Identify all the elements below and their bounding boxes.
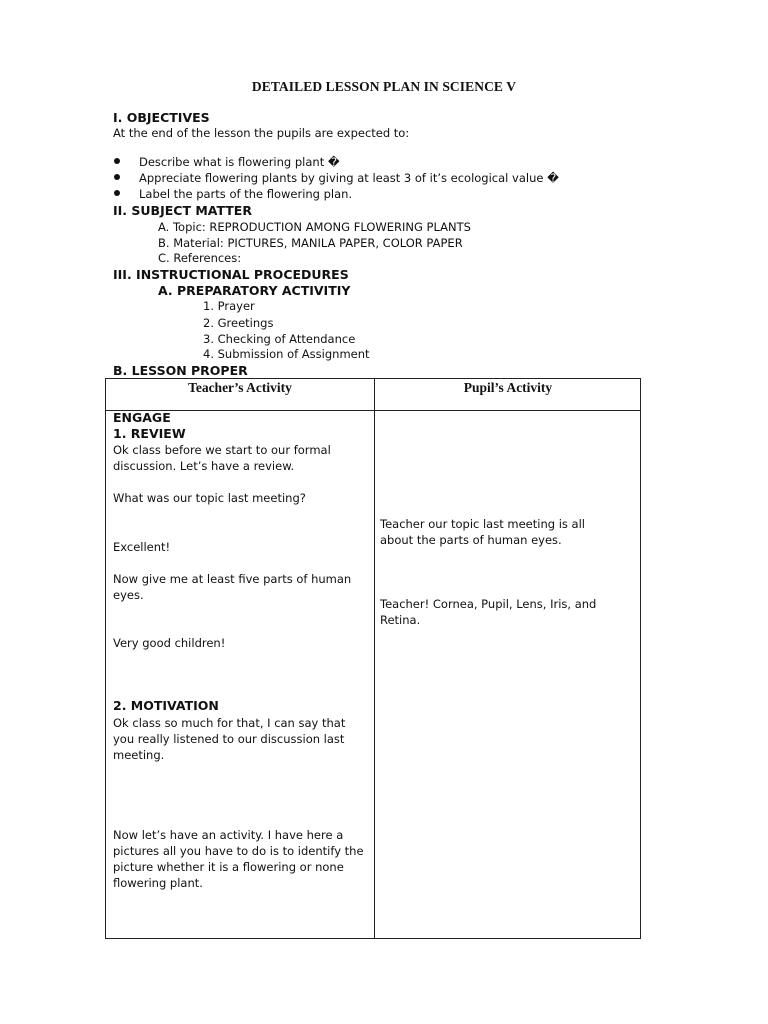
subject-matter-heading: II. SUBJECT MATTER [113, 203, 252, 218]
bullet-icon [114, 190, 120, 196]
review-text: Ok class before we start to our formal discussion. Let’s have a review. [113, 443, 331, 473]
review-question: What was our topic last meeting? [113, 491, 306, 505]
header-divider [106, 410, 640, 411]
objective-item-2: Appreciate flowering plants by giving at least 3 of it’s ecological value � [139, 171, 559, 185]
objectives-intro: At the end of the lesson the pupils are expected to: [113, 126, 410, 140]
document-title: DETAILED LESSON PLAN IN SCIENCE V [251, 79, 517, 94]
teacher-column-header: Teacher’s Activity [188, 380, 292, 395]
subject-material: B. Material: PICTURES, MANILA PAPER, COLOR PAPER [158, 236, 463, 250]
preparatory-item-4: 4. Submission of Assignment [203, 347, 370, 361]
excellent-text: Excellent! [113, 540, 171, 554]
preparatory-item-3: 3. Checking of Attendance [203, 332, 356, 346]
activity-text: Now let’s have an activity. I have here a pictures all you have to do is to identify the picture whether it is a flowering or none flowering plant. [113, 828, 364, 890]
motivation-heading: 2. MOTIVATION [113, 698, 219, 713]
bullet-icon [114, 158, 120, 164]
subject-topic: A. Topic: REPRODUCTION AMONG FLOWERING PLANTS [158, 220, 471, 234]
pupil-column-header: Pupil’s Activity [463, 380, 553, 395]
motivation-text: Ok class so much for that, I can say that you really listened to our discussion last meeting. [113, 716, 346, 762]
preparatory-heading: A. PREPARATORY ACTIVITIY [158, 283, 351, 298]
objectives-heading: I. OBJECTIVES [113, 110, 210, 125]
lesson-proper-heading: B. LESSON PROPER [113, 363, 248, 378]
preparatory-item-1: 1. Prayer [203, 299, 255, 313]
procedures-heading: III. INSTRUCTIONAL PROCEDURES [113, 267, 349, 282]
bullet-icon [114, 174, 120, 180]
very-good-text: Very good children! [113, 636, 226, 650]
pupil-answer-topic: Teacher our topic last meeting is all about the parts of human eyes. [380, 517, 585, 547]
column-divider [374, 379, 375, 938]
objective-item-3: Label the parts of the flowering plan. [139, 187, 353, 201]
review-heading: 1. REVIEW [113, 426, 186, 441]
pupil-answer-parts: Teacher! Cornea, Pupil, Lens, Iris, and Retina. [380, 597, 597, 627]
engage-heading: ENGAGE [113, 410, 171, 425]
subject-references: C. References: [158, 251, 242, 265]
objective-item-1: Describe what is flowering plant � [139, 155, 340, 169]
activity-table [105, 378, 641, 939]
five-parts-text: Now give me at least five parts of human eyes. [113, 572, 352, 602]
preparatory-item-2: 2. Greetings [203, 316, 274, 330]
